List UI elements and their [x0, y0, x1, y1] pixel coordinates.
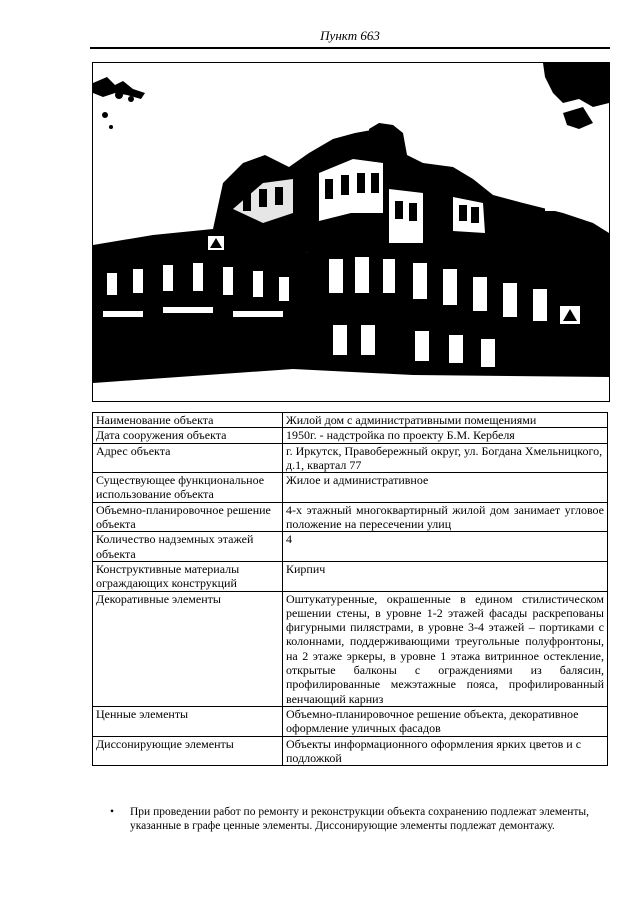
row-value: 4: [283, 532, 608, 562]
footnote: [110, 805, 590, 833]
row-label: Количество надземных этажей объекта: [93, 532, 283, 562]
row-label: Диссонирующие элементы: [93, 736, 283, 766]
row-value: Жилое и административное: [283, 473, 608, 503]
row-value: 1950г. - надстройка по проекту Б.М. Кербеля: [283, 428, 608, 443]
pedestrian-crossing-sign-right: [559, 305, 581, 325]
row-label: Декоративные элементы: [93, 591, 283, 706]
row-label: Конструктивные материалы ограждающих конструкций: [93, 561, 283, 591]
tree-branches: [93, 77, 145, 129]
row-value: Кирпич: [283, 561, 608, 591]
building-photo-graphic: [93, 63, 609, 401]
row-value: Оштукатуренные, окрашенные в едином стилистическом решении стены, в уровне 1-2 этажей фасады раскрепованы фигурными пилястрами, в уровне 3-4 этажей – портиками с колоннами, поддерживающими треугольные полуфронтоны, на 2 этаже эркеры, в уровне 1 этажа витринное остекление, открытые балконы с ограждениями из балясин, профилированные межэтажные пояса, профилированный венчающий карниз: [283, 591, 608, 706]
table-row: [93, 413, 608, 428]
table-row: [93, 428, 608, 443]
row-value: Объекты информационного оформления ярких цветов и с подложкой: [283, 736, 608, 766]
table-row: [93, 561, 608, 591]
footnote-text: При проведении работ по ремонту и реконструкции объекта сохранению подлежат элементы, указанные в графе ценные элементы. Диссонирующие элементы подлежат демонтажу.: [130, 806, 590, 832]
row-label: Дата сооружения объекта: [93, 428, 283, 443]
table-row: [93, 532, 608, 562]
table-row: [93, 591, 608, 706]
table-row: [93, 736, 608, 766]
row-value: г. Иркутск, Правобережный округ, ул. Богдана Хмельницкого, д.1, квартал 77: [283, 443, 608, 473]
row-value: Жилой дом с административными помещениями: [283, 413, 608, 428]
table-row: [93, 443, 608, 473]
row-value: Объемно-планировочное решение объекта, декоративное оформление уличных фасадов: [283, 706, 608, 736]
row-label: Ценные элементы: [93, 706, 283, 736]
table-row: [93, 473, 608, 503]
row-label: Адрес объекта: [93, 443, 283, 473]
pedestrian-crossing-sign-left: [207, 235, 225, 251]
bullet-icon: •: [110, 806, 115, 818]
row-value: 4-х этажный многоквартирный жилой дом занимает угловое положение на пересечении улиц: [283, 502, 608, 532]
tree-right: [543, 63, 609, 129]
table-row: [93, 706, 608, 736]
object-info-table: [92, 412, 608, 766]
page-header-title: Пункт 663: [320, 28, 380, 43]
row-label: Существующее функциональное использование объекта: [93, 473, 283, 503]
row-label: Объемно-планировочное решение объекта: [93, 502, 283, 532]
table-row: [93, 502, 608, 532]
roof-sign: [545, 205, 591, 211]
header-rule: [90, 47, 610, 49]
row-label: Наименование объекта: [93, 413, 283, 428]
building-photo: [92, 62, 610, 402]
